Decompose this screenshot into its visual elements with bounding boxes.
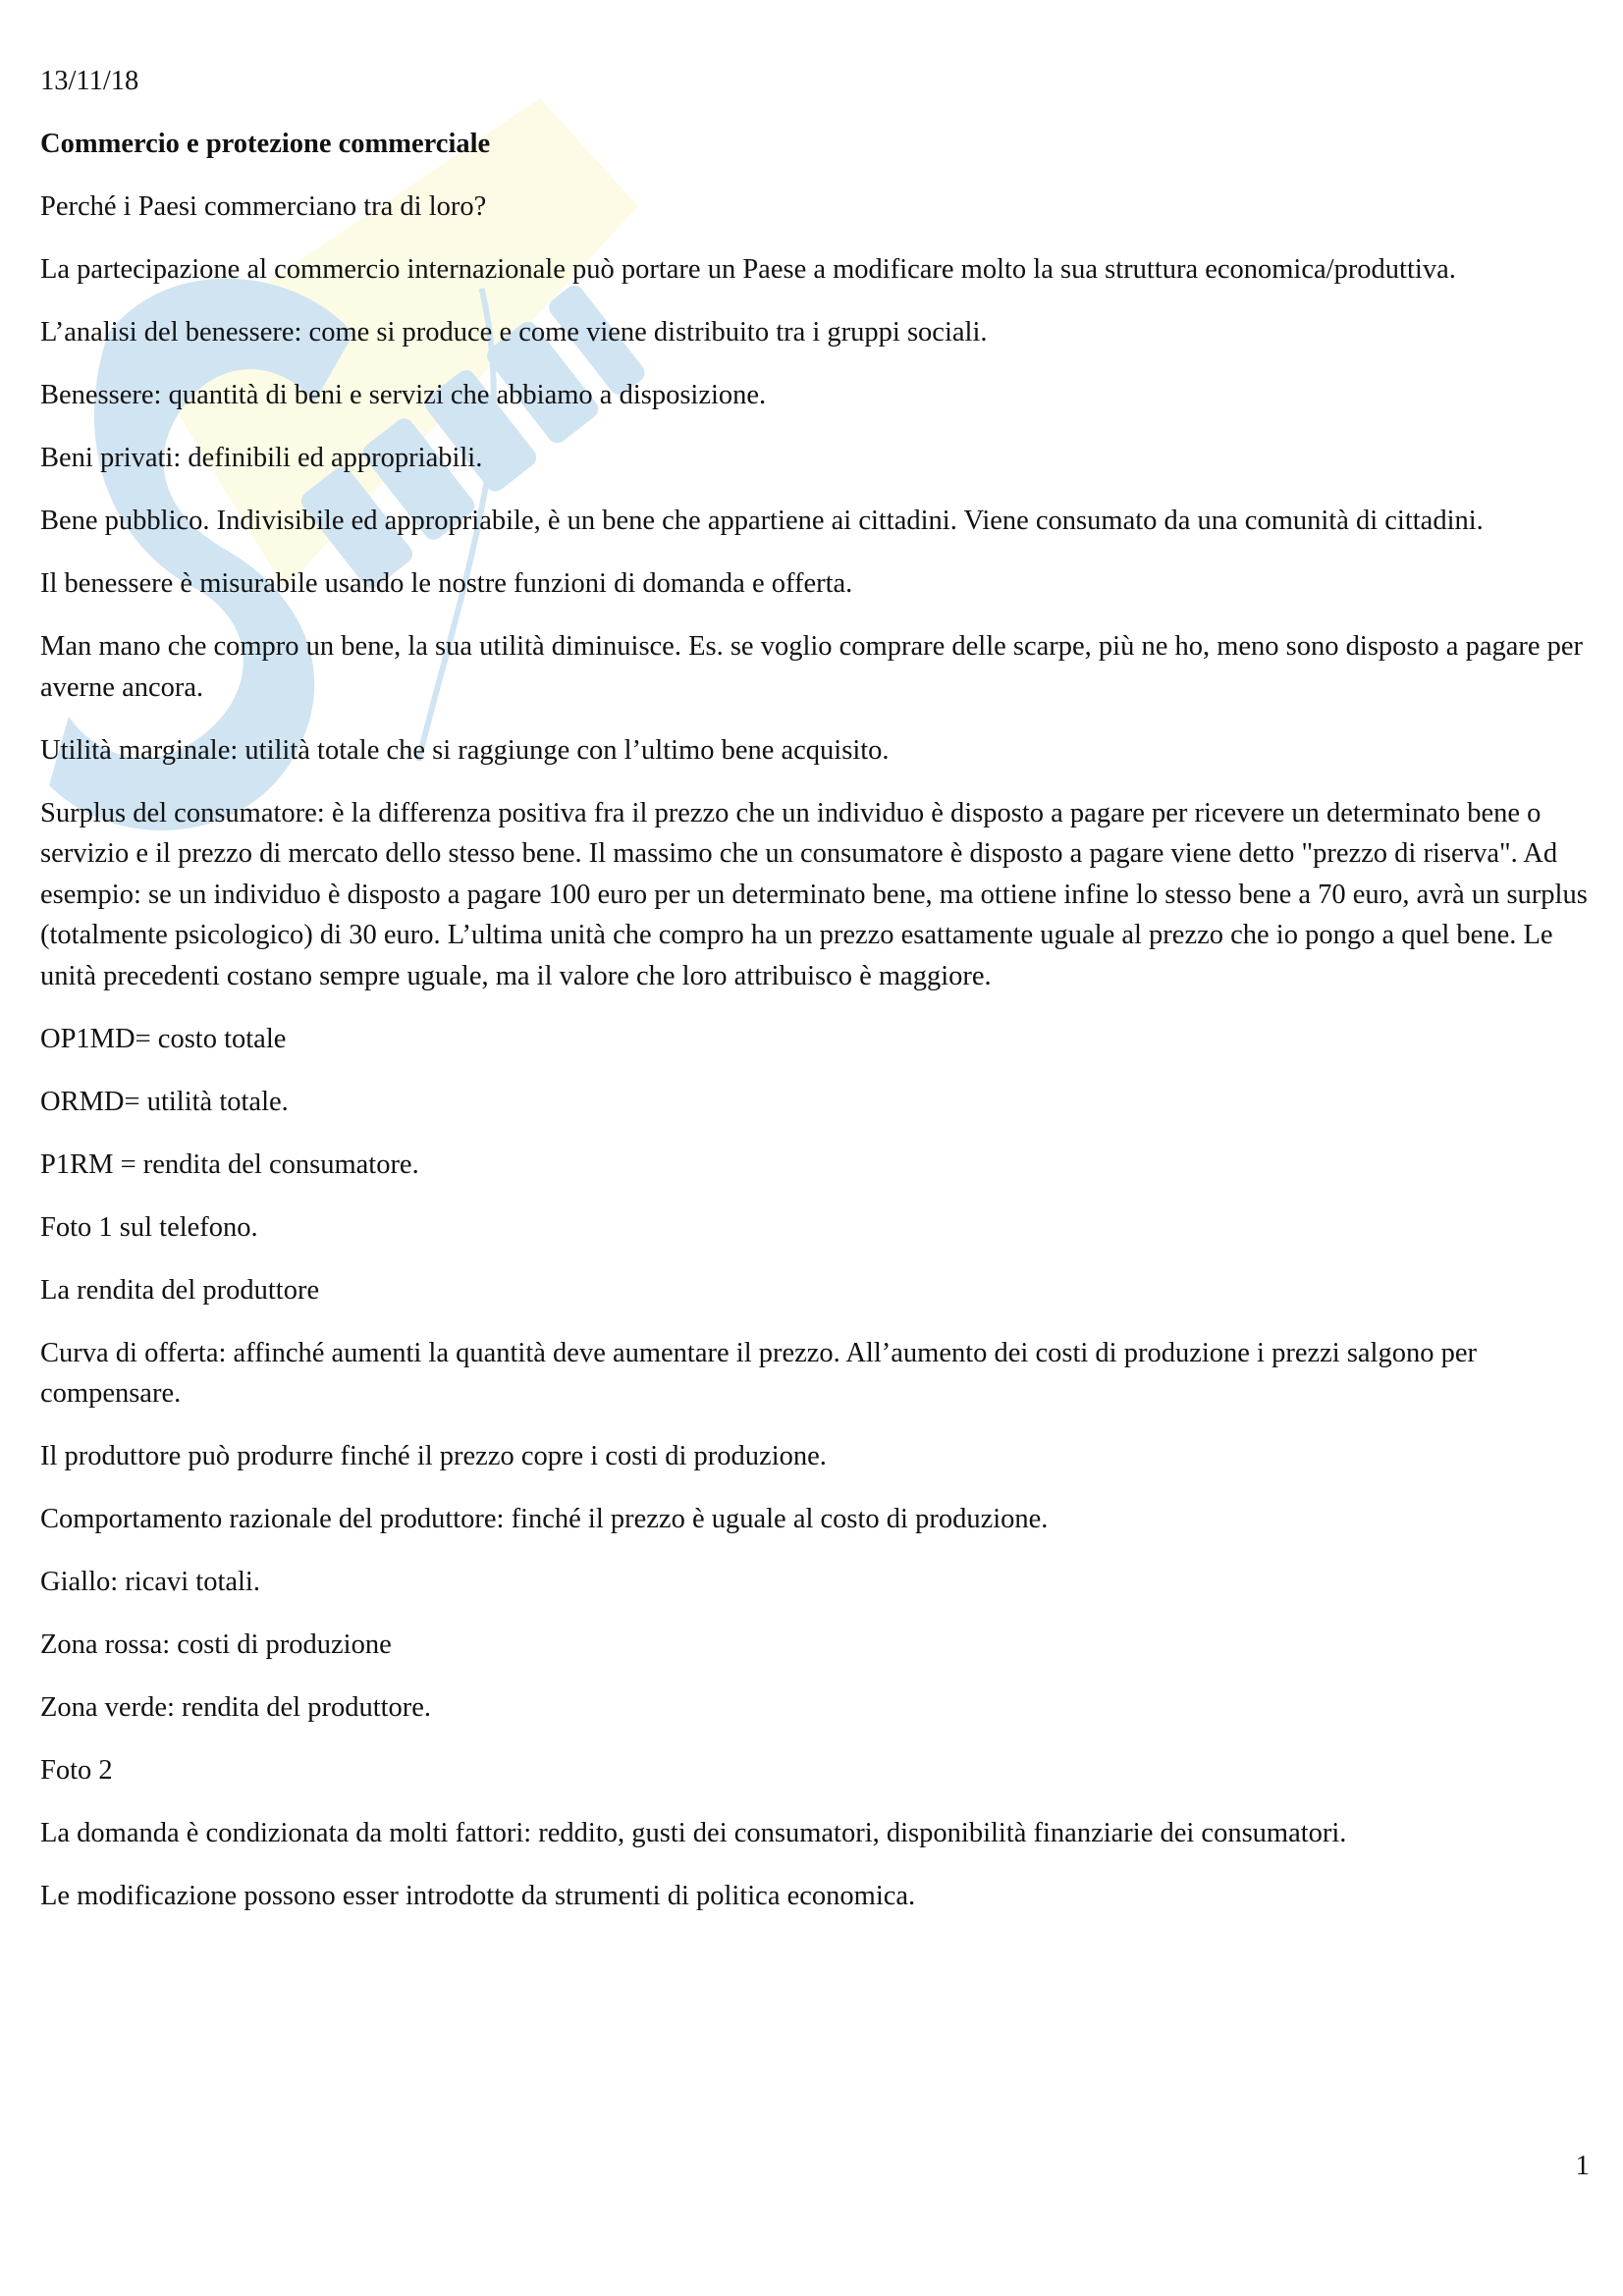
paragraph: La rendita del produttore — [40, 1274, 320, 1306]
paragraph-list — [40, 187, 1592, 1917]
paragraph: Foto 2 — [40, 1755, 113, 1786]
paragraph: La partecipazione al commercio internazionale può portare un Paese a modificare molto la sua struttura economica/produttiva. — [40, 254, 1456, 285]
paragraph: Perché i Paesi commerciano tra di loro? — [40, 191, 487, 222]
paragraph: L’analisi del benessere: come si produce e come viene distribuito tra i gruppi sociali. — [40, 317, 988, 347]
paragraph: Man mano che compro un bene, la sua utilità diminuisce. Es. se voglio comprare delle scarpe, più ne ho, meno sono disposto a pagare per averne ancora. — [40, 631, 1584, 703]
document-date: 13/11/18 — [40, 66, 139, 96]
paragraph: Il benessere è misurabile usando le nostre funzioni di domanda e offerta. — [40, 568, 853, 599]
paragraph: Bene pubblico. Indivisibile ed appropriabile, è un bene che appartiene ai cittadini. Viene consumato da una comunità di cittadini. — [40, 506, 1484, 536]
paragraph: Comportamento razionale del produttore: finché il prezzo è uguale al costo di produzione. — [40, 1504, 1049, 1534]
paragraph: OP1MD= costo totale — [40, 1023, 287, 1054]
paragraph: Zona verde: rendita del produttore. — [40, 1692, 432, 1723]
paragraph: Beni privati: definibili ed appropriabili. — [40, 443, 483, 473]
paragraph: ORMD= utilità totale. — [40, 1086, 289, 1117]
paragraph: Curva di offerta: affinché aumenti la quantità deve aumentare il prezzo. All’aumento dei costi di produzione i prezzi salgono per compensare. — [40, 1337, 1477, 1409]
paragraph: Il produttore può produrre finché il prezzo copre i costi di produzione. — [40, 1441, 827, 1471]
page-number: 1 — [1575, 2150, 1590, 2181]
paragraph: Foto 1 sul telefono. — [40, 1211, 258, 1243]
paragraph: Benessere: quantità di beni e servizi che abbiamo a disposizione. — [40, 380, 767, 410]
paragraph: Zona rossa: costi di produzione — [40, 1629, 392, 1660]
paragraph: P1RM = rendita del consumatore. — [40, 1148, 419, 1180]
paragraph: La domanda è condizionata da molti fattori: reddito, gusti dei consumatori, disponibilità finanziarie dei consumatori. — [40, 1818, 1347, 1848]
paragraph: Utilità marginale: utilità totale che si raggiunge con l’ultimo bene acquisito. — [40, 734, 890, 766]
paragraph: Le modificazione possono esser introdotte da strumenti di politica economica. — [40, 1881, 916, 1911]
document-body — [40, 61, 1592, 1939]
document-title: Commercio e protezione commerciale — [40, 129, 491, 159]
paragraph: Giallo: ricavi totali. — [40, 1567, 260, 1597]
paragraph: Surplus del consumatore: è la differenza positiva fra il prezzo che un individuo è disposto a pagare per ricevere un determinato bene o servizio e il prezzo di mercato dello stesso bene. Il massimo che un consumatore è disposto a pagare viene detto "prezzo di riserva". Ad esempio: se un individuo è disposto a pagare 100 euro per un determinato bene, ma ottiene infine lo stesso bene a 70 euro, avrà un surplus (totalmente psicologico) di 30 euro. L’ultima unità che compro ha un prezzo esattamente uguale al prezzo che io pongo a quel bene. Le unità precedenti costano sempre uguale, ma il valore che loro attribuisco è maggiore. — [40, 797, 1588, 991]
